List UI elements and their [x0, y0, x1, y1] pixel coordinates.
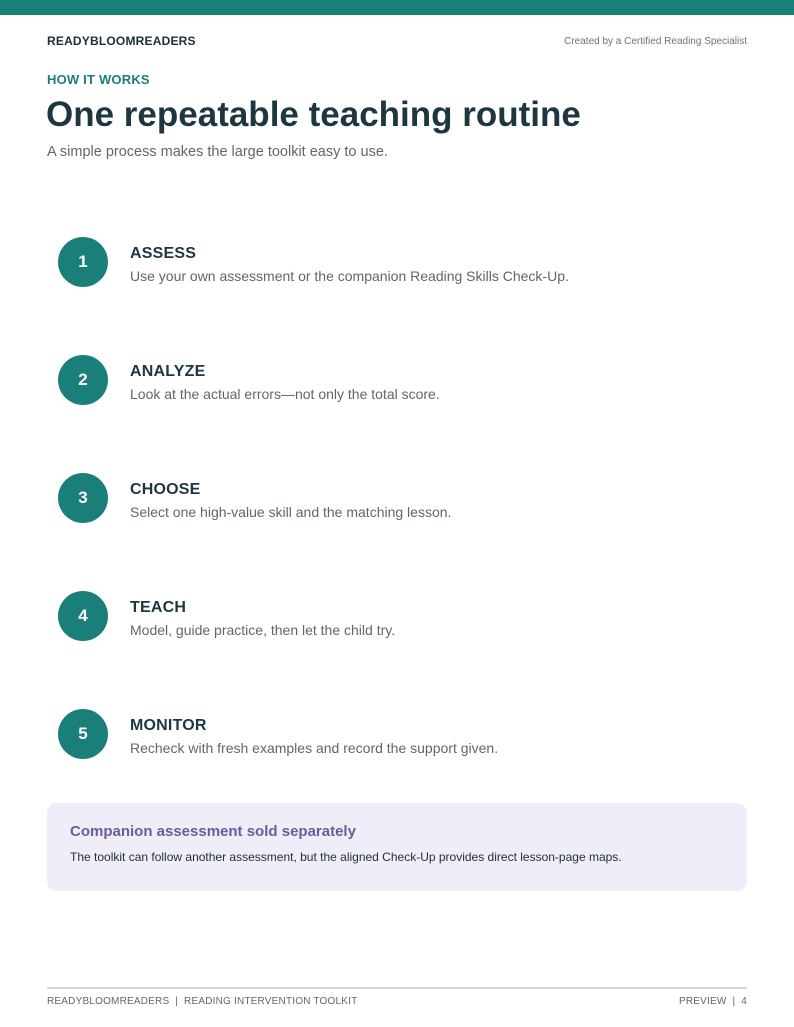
companion-callout — [47, 803, 747, 891]
section-eyebrow: HOW IT WORKS — [47, 72, 150, 87]
step-description: Recheck with fresh examples and record the support given. — [130, 740, 499, 756]
footer-page-number: PREVIEW | 4 — [679, 995, 747, 1007]
step-number-badge: 1 — [58, 237, 108, 287]
callout-title: Companion assessment sold separately — [70, 823, 356, 840]
page-subtitle: A simple process makes the large toolkit easy to use. — [47, 144, 388, 160]
step-title: CHOOSE — [130, 481, 201, 498]
step-teach — [58, 591, 748, 709]
step-number-badge: 5 — [58, 709, 108, 759]
callout-text: The toolkit can follow another assessment, but the aligned Check-Up provides direct lesson-page maps. — [70, 850, 622, 864]
page-title: One repeatable teaching routine — [46, 95, 581, 134]
step-analyze — [58, 355, 748, 473]
created-by-text: Created by a Certified Reading Specialist — [564, 35, 747, 47]
brand-name: READYBLOOMREADERS — [47, 34, 196, 48]
top-accent-bar — [0, 0, 794, 15]
step-number-badge: 4 — [58, 591, 108, 641]
step-title: ASSESS — [130, 245, 197, 262]
steps-list — [58, 237, 748, 827]
footer-left-text: READYBLOOMREADERS | READING INTERVENTION TOOLKIT — [47, 995, 358, 1007]
step-assess — [58, 237, 748, 355]
step-title: MONITOR — [130, 717, 207, 734]
step-description: Look at the actual errors—not only the total score. — [130, 386, 440, 402]
step-description: Use your own assessment or the companion Reading Skills Check-Up. — [130, 268, 569, 284]
step-choose — [58, 473, 748, 591]
footer-divider — [47, 987, 747, 989]
page-footer — [47, 994, 747, 1008]
step-title: TEACH — [130, 599, 187, 616]
step-number-badge: 3 — [58, 473, 108, 523]
step-title: ANALYZE — [130, 363, 206, 380]
step-description: Select one high-value skill and the matching lesson. — [130, 504, 452, 520]
page-header — [47, 33, 747, 49]
step-number-badge: 2 — [58, 355, 108, 405]
step-description: Model, guide practice, then let the child try. — [130, 622, 396, 638]
